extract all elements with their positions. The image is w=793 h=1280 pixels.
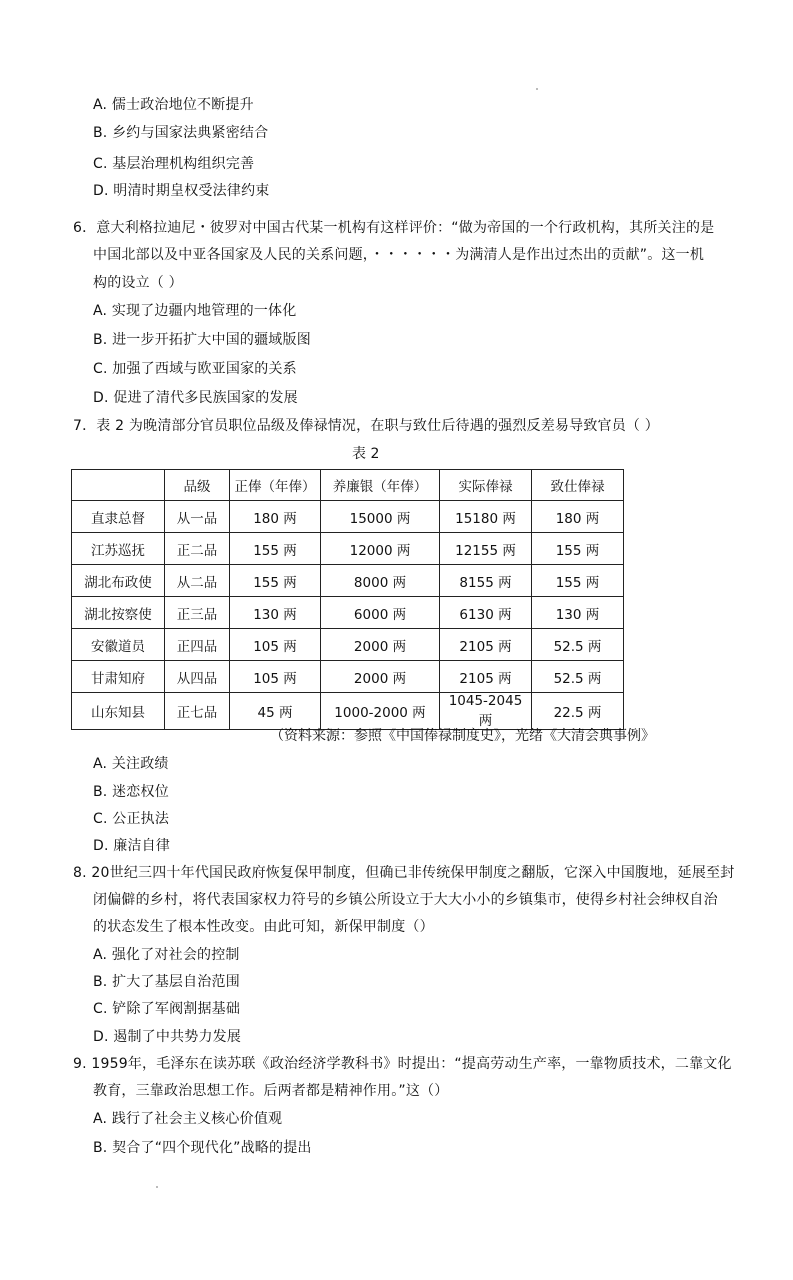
- table-row: [72, 533, 624, 565]
- q6-option-a: A. 实现了边疆内地管理的一体化: [93, 303, 297, 319]
- table-cell: 12000 两: [321, 533, 440, 565]
- table-cell: 45 两: [230, 693, 321, 730]
- q8-stem-line-1: 8. 20世纪三四十年代国民政府恢复保甲制度，但确已非传统保甲制度之翻版，它深入中国腹地，延展至封: [73, 865, 735, 881]
- table-cell: 6000 两: [321, 597, 440, 629]
- table-row: [72, 629, 624, 661]
- q6-stem-line-1: 6．意大利格拉迪尼・彼罗对中国古代某一机构有这样评价：“做为帝国的一个行政机构，其所关注的是: [73, 220, 715, 236]
- q6-option-b: B. 进一步开拓扩大中国的疆域版图: [93, 332, 311, 348]
- table-cell: 湖北按察使: [72, 597, 165, 629]
- table-cell: 安徽道员: [72, 629, 165, 661]
- q5-option-b: B. 乡约与国家法典紧密结合: [93, 125, 269, 141]
- table-cell: 15180 两: [440, 501, 532, 533]
- table-cell: 正三品: [165, 597, 230, 629]
- table-cell: 52.5 两: [532, 661, 624, 693]
- q8-stem-line-2: 闭偏僻的乡村，将代表国家权力符号的乡镇公所设立于大大小小的乡镇集市，使得乡村社会绅权自治: [93, 892, 718, 908]
- q6-stem-line-3: 构的设立（ ）: [93, 275, 183, 291]
- table-cell: 180 两: [532, 501, 624, 533]
- table-cell: 105 两: [230, 661, 321, 693]
- table-cell: 8000 两: [321, 565, 440, 597]
- table-cell: 6130 两: [440, 597, 532, 629]
- table-cell: 130 两: [532, 597, 624, 629]
- table-cell: 1000-2000 两: [321, 693, 440, 730]
- table-cell: 155 两: [532, 533, 624, 565]
- q5-option-d: D. 明清时期皇权受法律约束: [93, 183, 270, 199]
- table-row: [72, 501, 624, 533]
- q6-option-d: D. 促进了清代多民族国家的发展: [93, 390, 298, 406]
- q6-option-c: C. 加强了西域与欧亚国家的关系: [93, 361, 297, 377]
- table-cell: 正二品: [165, 533, 230, 565]
- table-row: [72, 565, 624, 597]
- q8-option-c: C. 铲除了军阀割据基础: [93, 1001, 241, 1017]
- table-cell: 1045-2045 两: [440, 693, 532, 730]
- header-cell: 品级: [165, 470, 230, 501]
- q9-option-b: B. 契合了“四个现代化”战略的提出: [93, 1140, 312, 1156]
- table-cell: 52.5 两: [532, 629, 624, 661]
- table-cell: 山东知县: [72, 693, 165, 730]
- q9-option-a: A. 践行了社会主义核心价值观: [93, 1111, 283, 1127]
- table-source-note: （资料来源：参照《中国俸禄制度史》，光绪《大清会典事例》: [270, 728, 655, 744]
- table-cell: 从四品: [165, 661, 230, 693]
- q8-option-d: D. 遏制了中共势力发展: [93, 1029, 242, 1045]
- table-cell: 15000 两: [321, 501, 440, 533]
- table-cell: 正七品: [165, 693, 230, 730]
- table-cell: 江苏巡抚: [72, 533, 165, 565]
- q5-option-a: A. 儒士政治地位不断提升: [93, 97, 254, 113]
- table-cell: 2105 两: [440, 661, 532, 693]
- q7-stem: 7．表 2 为晚清部分官员职位品级及俸禄情况，在职与致仕后待遇的强烈反差易导致官员（ ）: [73, 418, 659, 434]
- salary-table: [71, 469, 624, 730]
- table-row: [72, 693, 624, 730]
- table-cell: 8155 两: [440, 565, 532, 597]
- table-cell: 甘肃知府: [72, 661, 165, 693]
- scan-speck: [156, 1186, 158, 1188]
- table-cell: 2000 两: [321, 629, 440, 661]
- header-cell: 正俸（年俸）: [230, 470, 321, 501]
- q8-option-b: B. 扩大了基层自治范围: [93, 974, 240, 990]
- table-cell: 正四品: [165, 629, 230, 661]
- header-cell: 致仕俸禄: [532, 470, 624, 501]
- table-caption: 表 2: [352, 446, 380, 462]
- table-cell: 湖北布政使: [72, 565, 165, 597]
- q7-option-c: C. 公正执法: [93, 811, 170, 827]
- header-cell: 养廉银（年俸）: [321, 470, 440, 501]
- q7-option-b: B. 迷恋权位: [93, 784, 169, 800]
- table-cell: 155 两: [230, 533, 321, 565]
- table-cell: 2000 两: [321, 661, 440, 693]
- header-cell: [72, 470, 165, 501]
- scan-speck: [536, 88, 538, 90]
- table-header-row: [72, 470, 624, 501]
- q9-stem-line-2: 教育，三靠政治思想工作。后两者都是精神作用。”这（）: [93, 1083, 449, 1099]
- q8-option-a: A. 强化了对社会的控制: [93, 947, 240, 963]
- table-cell: 155 两: [230, 565, 321, 597]
- table-cell: 22.5 两: [532, 693, 624, 730]
- q8-stem-line-3: 的状态发生了根本性改变。由此可知，新保甲制度（）: [93, 919, 434, 935]
- table-cell: 直隶总督: [72, 501, 165, 533]
- q7-option-d: D. 廉洁自律: [93, 838, 171, 854]
- table-cell: 180 两: [230, 501, 321, 533]
- table-cell: 130 两: [230, 597, 321, 629]
- header-cell: 实际俸禄: [440, 470, 532, 501]
- table-cell: 105 两: [230, 629, 321, 661]
- table-cell: 从二品: [165, 565, 230, 597]
- table-row: [72, 661, 624, 693]
- table-row: [72, 597, 624, 629]
- q5-option-c: C. 基层治理机构组织完善: [93, 156, 255, 172]
- table-cell: 12155 两: [440, 533, 532, 565]
- table-cell: 2105 两: [440, 629, 532, 661]
- table-cell: 155 两: [532, 565, 624, 597]
- q6-stem-line-2: 中国北部以及中亚各国家及人民的关系问题，・・・・・・为满清人是作出过杰出的贡献”。这一机: [93, 247, 705, 263]
- table-cell: 从一品: [165, 501, 230, 533]
- q7-option-a: A. 关注政绩: [93, 756, 169, 772]
- q9-stem-line-1: 9. 1959年，毛泽东在读苏联《政治经济学教科书》时提出：“提高劳动生产率，一靠物质技术，二靠文化: [73, 1056, 732, 1072]
